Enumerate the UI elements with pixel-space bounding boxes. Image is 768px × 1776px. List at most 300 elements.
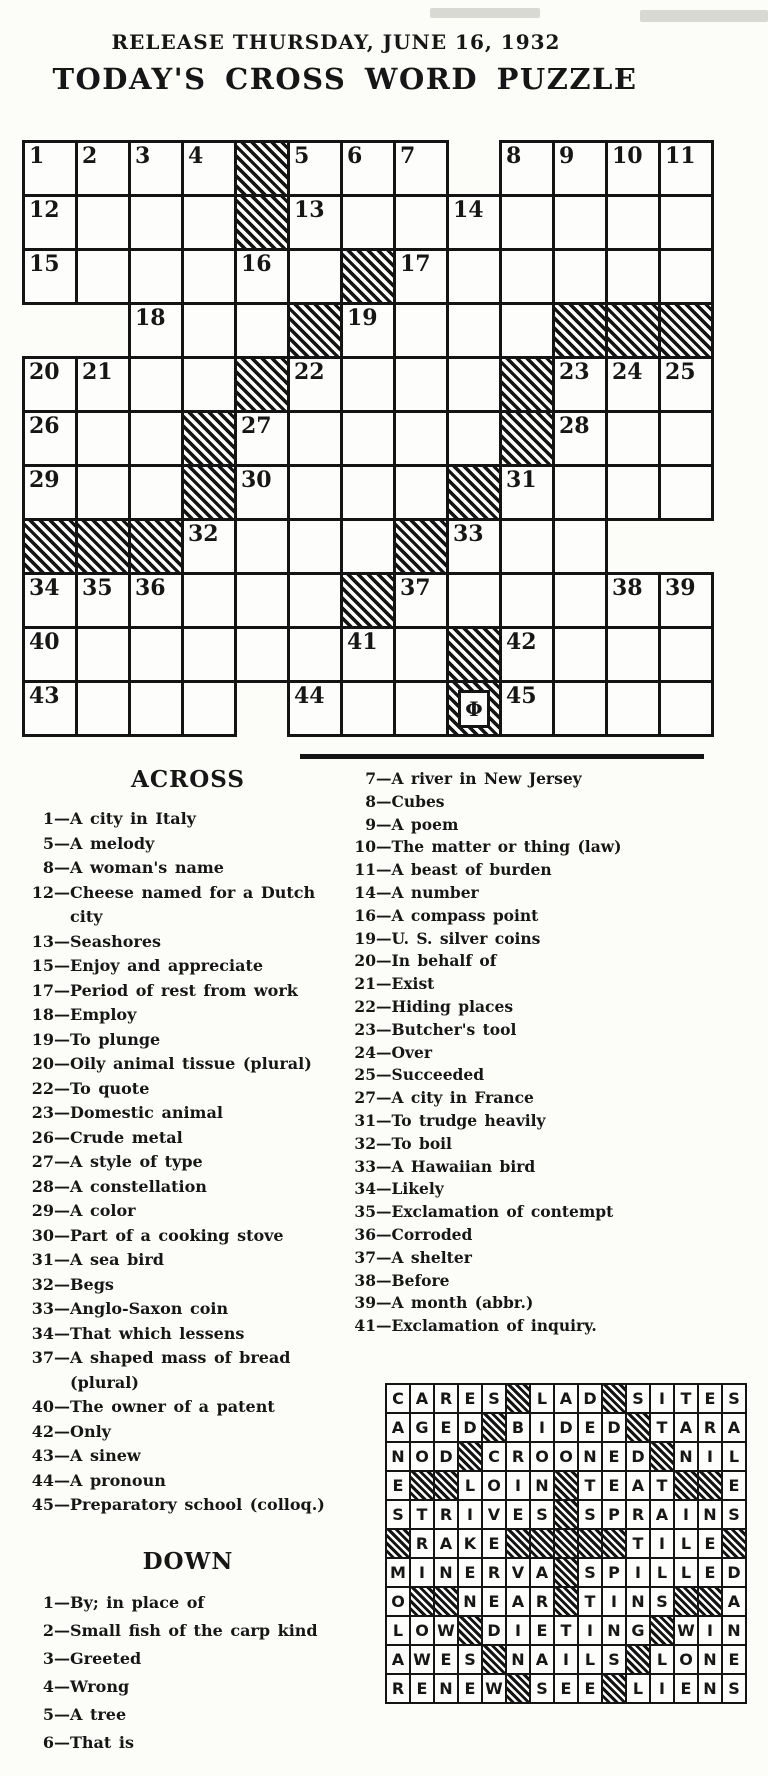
clue-text: A poem <box>391 814 459 834</box>
grid-cell[interactable] <box>287 410 343 467</box>
grid-cell[interactable] <box>287 626 343 683</box>
clue-separator: — <box>54 1299 70 1318</box>
grid-cell[interactable] <box>393 680 449 737</box>
grid-cell[interactable] <box>658 356 714 413</box>
cell-number: 31 <box>506 467 537 493</box>
grid-cell[interactable] <box>234 626 290 683</box>
solution-letter: N <box>703 1678 717 1698</box>
solution-cell <box>385 1673 411 1704</box>
grid-cell[interactable] <box>340 464 396 521</box>
solution-letter: T <box>656 1417 668 1437</box>
solution-cell <box>529 1412 555 1443</box>
grid-cell[interactable] <box>22 356 78 413</box>
cell-number: 38 <box>612 575 643 601</box>
grid-cell[interactable] <box>393 572 449 629</box>
clue-text: Before <box>391 1270 450 1290</box>
grid-cell[interactable] <box>22 464 78 521</box>
solution-letter: O <box>679 1649 693 1669</box>
solution-letter: D <box>487 1620 501 1640</box>
clue-across-5 <box>28 832 348 857</box>
grid-cell[interactable] <box>287 140 343 197</box>
solution-letter: R <box>439 1504 453 1524</box>
grid-cell[interactable] <box>552 518 608 575</box>
grid-cell[interactable] <box>75 464 131 521</box>
solution-cell <box>457 1528 483 1559</box>
solution-letter: A <box>727 1417 741 1437</box>
grid-cell[interactable] <box>552 356 608 413</box>
clue-down-36 <box>346 1224 768 1247</box>
cell-number: 20 <box>29 359 60 385</box>
solution-black-cell <box>625 1644 651 1675</box>
solution-cell <box>529 1644 555 1675</box>
grid-cell[interactable] <box>22 140 78 197</box>
clue-separator: — <box>54 1078 70 1098</box>
solution-cell <box>505 1499 531 1530</box>
grid-cell[interactable] <box>340 410 396 467</box>
solution-letter: G <box>631 1620 645 1640</box>
clue-text: Preparatory school (colloq.) <box>70 1495 325 1514</box>
solution-cell <box>433 1412 459 1443</box>
solution-cell <box>553 1412 579 1443</box>
grid-cell[interactable] <box>393 194 449 251</box>
solution-cell <box>481 1673 507 1704</box>
clue-across-27 <box>28 1150 348 1175</box>
solution-black-cell <box>721 1528 747 1559</box>
solution-cell <box>505 1615 531 1646</box>
grid-cell[interactable] <box>658 626 714 683</box>
clue-text: Cubes <box>391 791 445 811</box>
clue-number: 19 <box>354 928 376 948</box>
clue-number: 26 <box>31 1127 54 1147</box>
grid-cell[interactable] <box>75 680 131 737</box>
clue-text: Only <box>70 1421 111 1441</box>
clue-separator: — <box>54 1732 70 1752</box>
solution-letter: O <box>535 1446 549 1466</box>
cell-number: 18 <box>135 305 166 331</box>
solution-letter: N <box>391 1446 405 1466</box>
grid-cell[interactable] <box>22 572 78 629</box>
solution-letter: S <box>584 1562 596 1582</box>
solution-cell <box>409 1673 435 1704</box>
clue-separator: — <box>54 1397 70 1416</box>
clue-text: Begs <box>70 1274 114 1294</box>
solution-cell <box>673 1441 699 1472</box>
cell-number: 24 <box>612 359 643 385</box>
solution-cell <box>385 1644 411 1675</box>
clue-text: Succeeded <box>391 1065 485 1085</box>
grid-cell[interactable] <box>340 194 396 251</box>
grid-cell[interactable] <box>181 302 237 359</box>
solution-letter: B <box>511 1417 525 1437</box>
solution-letter: S <box>488 1388 500 1408</box>
clue-number: 13 <box>31 931 54 951</box>
grid-cell[interactable] <box>605 356 661 413</box>
solution-cell <box>505 1644 531 1675</box>
solution-letter: E <box>464 1678 476 1698</box>
solution-cell <box>553 1673 579 1704</box>
clue-across-44 <box>28 1469 348 1494</box>
grid-cell[interactable] <box>75 248 131 305</box>
grid-cell[interactable] <box>128 356 184 413</box>
solution-cell <box>649 1586 675 1617</box>
solution-letter: N <box>535 1475 549 1495</box>
grid-cell[interactable] <box>181 518 237 575</box>
solution-cell <box>697 1528 723 1559</box>
grid-cell[interactable] <box>128 572 184 629</box>
clue-text: A city in France <box>391 1088 534 1108</box>
grid-cell[interactable] <box>499 626 555 683</box>
cell-number: 17 <box>400 251 431 277</box>
grid-cell[interactable] <box>499 680 555 737</box>
grid-cell[interactable] <box>658 194 714 251</box>
cell-number: 16 <box>241 251 272 277</box>
clue-separator: — <box>376 905 392 925</box>
grid-cell[interactable] <box>128 464 184 521</box>
cell-number: 8 <box>506 143 522 169</box>
cell-number: 34 <box>29 575 60 601</box>
grid-cell[interactable] <box>605 572 661 629</box>
clue-text: A month (abbr.) <box>391 1293 534 1313</box>
grid-cell[interactable] <box>181 626 237 683</box>
grid-cell[interactable] <box>605 194 661 251</box>
clue-number: 5 <box>42 833 54 853</box>
grid-cell[interactable] <box>128 680 184 737</box>
solution-black-cell <box>697 1470 723 1501</box>
grid-cell[interactable] <box>22 680 78 737</box>
clue-text: A shelter <box>391 1247 472 1267</box>
clue-number: 6 <box>42 1732 54 1752</box>
clue-across-34 <box>28 1322 348 1347</box>
clue-separator: — <box>376 951 392 971</box>
clue-down-4 <box>28 1673 348 1701</box>
solution-letter: T <box>656 1475 668 1495</box>
solution-cell <box>409 1499 435 1530</box>
clue-number: 43 <box>31 1446 54 1465</box>
solution-letter: W <box>437 1620 455 1640</box>
grid-cell[interactable] <box>181 572 237 629</box>
grid-cell[interactable] <box>287 518 343 575</box>
solution-cell <box>457 1586 483 1617</box>
grid-cell[interactable] <box>287 680 343 737</box>
grid-cell[interactable] <box>658 680 714 737</box>
clue-across-33 <box>28 1297 348 1322</box>
solution-letter: E <box>728 1475 740 1495</box>
grid-cell[interactable] <box>128 248 184 305</box>
solution-black-cell <box>553 1557 579 1588</box>
down-heading: DOWN <box>142 1547 234 1575</box>
solution-black-cell <box>409 1470 435 1501</box>
grid-cell[interactable] <box>552 410 608 467</box>
solution-letter: I <box>635 1562 641 1582</box>
grid-black-cell <box>340 248 396 305</box>
solution-cell <box>481 1528 507 1559</box>
cell-number: 12 <box>29 197 60 223</box>
grid-cell[interactable] <box>605 410 661 467</box>
grid-cell[interactable] <box>552 140 608 197</box>
grid-cell[interactable] <box>658 464 714 521</box>
clue-separator: — <box>376 1019 392 1039</box>
solution-letter: T <box>680 1388 692 1408</box>
grid-cell[interactable] <box>340 140 396 197</box>
clue-text: That is <box>70 1732 134 1752</box>
grid-cell[interactable] <box>181 356 237 413</box>
clue-number: 7 <box>365 769 376 788</box>
grid-cell[interactable] <box>128 194 184 251</box>
grid-cell[interactable] <box>287 194 343 251</box>
grid-cell[interactable] <box>552 464 608 521</box>
solution-cell <box>385 1615 411 1646</box>
grid-cell[interactable] <box>234 302 290 359</box>
solution-cell <box>481 1499 507 1530</box>
solution-cell <box>673 1528 699 1559</box>
grid-cell[interactable] <box>234 248 290 305</box>
solution-letter: I <box>611 1591 617 1611</box>
grid-cell[interactable] <box>128 626 184 683</box>
grid-cell[interactable] <box>446 572 502 629</box>
grid-cell[interactable] <box>234 572 290 629</box>
solution-letter: N <box>439 1678 453 1698</box>
solution-black-cell <box>553 1586 579 1617</box>
grid-cell[interactable] <box>393 410 449 467</box>
grid-cell[interactable] <box>75 572 131 629</box>
solution-cell <box>385 1499 411 1530</box>
solution-cell <box>577 1441 603 1472</box>
grid-cell[interactable] <box>75 626 131 683</box>
clue-number: 23 <box>354 1019 376 1039</box>
solution-letter: D <box>439 1446 453 1466</box>
solution-letter: S <box>728 1388 740 1408</box>
solution-cell <box>721 1615 747 1646</box>
clue-text: Likely <box>391 1179 444 1199</box>
grid-cell[interactable] <box>446 518 502 575</box>
clue-separator: — <box>54 1495 70 1514</box>
solution-letter: L <box>584 1649 596 1669</box>
clue-across-37 <box>28 1346 348 1395</box>
solution-cell <box>433 1528 459 1559</box>
grid-cell[interactable] <box>181 140 237 197</box>
grid-cell[interactable] <box>128 140 184 197</box>
grid-cell[interactable] <box>446 356 502 413</box>
solution-cell <box>601 1644 627 1675</box>
grid-cell[interactable] <box>446 410 502 467</box>
clue-across-26 <box>28 1126 348 1151</box>
grid-cell[interactable] <box>234 410 290 467</box>
grid-cell[interactable] <box>75 356 131 413</box>
grid-cell[interactable] <box>499 140 555 197</box>
grid-cell[interactable] <box>75 410 131 467</box>
solution-cell <box>601 1441 627 1472</box>
solution-letter: E <box>416 1678 428 1698</box>
grid-cell[interactable] <box>340 680 396 737</box>
clue-separator: — <box>376 1316 392 1336</box>
clue-separator: — <box>54 809 70 828</box>
grid-cell[interactable] <box>605 626 661 683</box>
clue-text: A style of type <box>70 1152 203 1171</box>
solution-letter: D <box>559 1417 573 1437</box>
solution-cell <box>625 1557 651 1588</box>
grid-cell[interactable] <box>287 572 343 629</box>
grid-cell[interactable] <box>499 518 555 575</box>
grid-cell[interactable] <box>181 680 237 737</box>
solution-letter: E <box>704 1533 716 1553</box>
clue-across-43 <box>28 1444 348 1469</box>
grid-black-cell <box>552 302 608 359</box>
solution-black-cell <box>505 1673 531 1704</box>
grid-cell[interactable] <box>658 410 714 467</box>
solution-letter: E <box>464 1388 476 1408</box>
clue-text: Anglo-Saxon coin <box>70 1299 229 1318</box>
cell-number: 3 <box>135 143 151 169</box>
solution-cell <box>505 1441 531 1472</box>
clue-across-31 <box>28 1248 348 1273</box>
solution-cell <box>457 1557 483 1588</box>
grid-cell[interactable] <box>340 302 396 359</box>
solution-letter: D <box>727 1562 741 1582</box>
solution-cell <box>697 1615 723 1646</box>
solution-cell <box>577 1470 603 1501</box>
clue-down-3 <box>28 1645 348 1673</box>
solution-letter: M <box>390 1562 406 1582</box>
solution-letter: D <box>463 1417 477 1437</box>
grid-cell[interactable] <box>499 194 555 251</box>
clue-down-20 <box>346 950 768 973</box>
solution-cell <box>625 1586 651 1617</box>
clue-down-24 <box>346 1042 768 1065</box>
grid-cell[interactable] <box>499 248 555 305</box>
clue-number: 21 <box>354 974 376 994</box>
grid-cell[interactable] <box>75 194 131 251</box>
grid-cell[interactable] <box>181 194 237 251</box>
clue-text: Exclamation of contempt <box>391 1202 614 1222</box>
grid-cell[interactable] <box>605 680 661 737</box>
grid-cell[interactable] <box>22 194 78 251</box>
grid-cell[interactable] <box>446 302 502 359</box>
solution-letter: I <box>515 1620 521 1640</box>
grid-cell[interactable] <box>22 410 78 467</box>
grid-cell[interactable] <box>658 140 714 197</box>
clue-text: The matter or thing (law) <box>391 837 622 857</box>
grid-cell[interactable] <box>181 248 237 305</box>
solution-cell <box>457 1470 483 1501</box>
cell-number: 6 <box>347 143 363 169</box>
grid-cell[interactable] <box>393 626 449 683</box>
grid-cell[interactable] <box>75 140 131 197</box>
solution-black-cell <box>601 1383 627 1414</box>
solution-letter: G <box>415 1417 429 1437</box>
grid-cell[interactable] <box>340 518 396 575</box>
solution-letter: I <box>587 1620 593 1640</box>
solution-cell <box>721 1586 747 1617</box>
clue-down-14 <box>346 882 768 905</box>
grid-cell[interactable] <box>234 464 290 521</box>
grid-cell[interactable] <box>605 464 661 521</box>
clue-separator: — <box>376 1065 392 1085</box>
grid-cell[interactable] <box>340 356 396 413</box>
grid-cell[interactable] <box>658 248 714 305</box>
solution-letter: L <box>632 1678 644 1698</box>
grid-cell[interactable] <box>446 194 502 251</box>
cell-number: 44 <box>294 683 325 709</box>
clue-separator: — <box>54 1127 70 1147</box>
grid-cell[interactable] <box>287 356 343 413</box>
clue-text: A river in New Jersey <box>391 769 582 788</box>
solution-letter: A <box>439 1533 453 1553</box>
clue-down-16 <box>346 905 768 928</box>
solution-cell <box>721 1673 747 1704</box>
clue-down-6 <box>28 1729 348 1757</box>
grid-cell[interactable] <box>446 248 502 305</box>
grid-cell[interactable] <box>340 626 396 683</box>
grid-cell[interactable] <box>287 464 343 521</box>
grid-cell[interactable] <box>393 356 449 413</box>
grid-cell[interactable] <box>552 626 608 683</box>
solution-cell <box>577 1673 603 1704</box>
clue-text: A compass point <box>391 905 539 925</box>
clue-number: 31 <box>31 1250 54 1269</box>
grid-cell[interactable] <box>658 572 714 629</box>
grid-cell[interactable] <box>393 140 449 197</box>
grid-cell[interactable] <box>499 464 555 521</box>
grid-black-cell <box>234 194 290 251</box>
grid-cell[interactable] <box>22 626 78 683</box>
clue-across-40 <box>28 1395 348 1420</box>
cell-number: 39 <box>665 575 696 601</box>
solution-black-cell <box>505 1528 531 1559</box>
clue-down-9 <box>346 814 768 837</box>
solution-cell <box>457 1644 483 1675</box>
grid-cell[interactable] <box>552 194 608 251</box>
grid-cell[interactable] <box>393 464 449 521</box>
grid-cell[interactable] <box>499 572 555 629</box>
grid-cell[interactable] <box>234 518 290 575</box>
solution-letter: V <box>487 1504 501 1524</box>
clue-number: 33 <box>31 1299 54 1318</box>
grid-cell[interactable] <box>128 410 184 467</box>
solution-letter: S <box>536 1678 548 1698</box>
cell-number: 37 <box>400 575 431 601</box>
clue-text: Exist <box>391 974 435 994</box>
solution-letter: I <box>467 1504 473 1524</box>
grid-cell[interactable] <box>605 248 661 305</box>
grid-cell[interactable] <box>22 248 78 305</box>
solution-black-cell <box>481 1412 507 1443</box>
solution-letter: T <box>584 1591 596 1611</box>
grid-cell[interactable] <box>393 248 449 305</box>
grid-cell[interactable] <box>605 140 661 197</box>
grid-cell[interactable] <box>393 302 449 359</box>
grid-cell[interactable] <box>287 248 343 305</box>
clue-separator: — <box>376 1247 392 1267</box>
grid-cell[interactable] <box>552 572 608 629</box>
cell-number: 26 <box>29 413 60 439</box>
clue-down-22 <box>346 996 768 1019</box>
grid-cell[interactable] <box>552 248 608 305</box>
solution-cell <box>601 1557 627 1588</box>
solution-letter: L <box>656 1649 668 1669</box>
solution-cell <box>577 1383 603 1414</box>
solution-letter: N <box>727 1620 741 1640</box>
solution-cell <box>481 1586 507 1617</box>
solution-letter: L <box>656 1562 668 1582</box>
grid-cell[interactable] <box>552 680 608 737</box>
grid-cell[interactable] <box>499 302 555 359</box>
grid-cell[interactable] <box>128 302 184 359</box>
clue-text: Exclamation of inquiry. <box>391 1316 597 1336</box>
clue-separator: — <box>54 931 70 951</box>
solution-letter: I <box>539 1417 545 1437</box>
across-heading: ACROSS <box>130 766 245 793</box>
solution-cell <box>409 1441 435 1472</box>
